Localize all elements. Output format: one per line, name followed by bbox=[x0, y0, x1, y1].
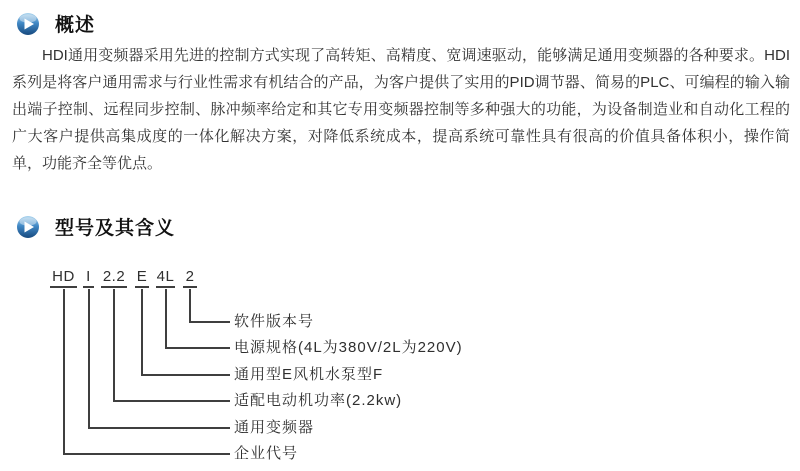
model-label-inverter-series: 通用变频器 bbox=[234, 419, 315, 436]
connector-vline-2 bbox=[189, 289, 191, 323]
model-label-power-spec: 电源规格(4L为380V/2L为220V) bbox=[234, 339, 463, 356]
connector-vline-22 bbox=[113, 289, 115, 402]
connector-hline-hd bbox=[63, 453, 230, 455]
overview-paragraph: HDI通用变频器采用先进的控制方式实现了高转矩、高精度、宽调速驱动，能够满足通用变频器的各种要求。HDI系列是将客户通用需求与行业性需求有机结合的产品，为客户提供了实用的PID调节器、简易的PLC、可编程的输入输出端子控制、远程同步控制、脉冲频率给定和其它专用变频器控制等多种强大的功能，为设备制造业和自动化工程的广大客户提供高集成度的一体化解决方案，对降低系统成本，提高系统可靠性具有很高的价值具备体积小，操作简单，功能齐全等优点。 bbox=[12, 47, 790, 172]
connector-vline-e bbox=[141, 289, 143, 376]
model-label-company-code: 企业代号 bbox=[234, 445, 299, 462]
connector-vline-hd bbox=[63, 289, 65, 455]
model-code-segment-hd: HD bbox=[50, 268, 77, 288]
connector-vline-i bbox=[88, 289, 90, 429]
model-code-segment-2: 2 bbox=[183, 268, 197, 288]
model-code-segment-4l: 4L bbox=[156, 268, 175, 288]
model-section-header bbox=[16, 213, 175, 240]
connector-vline-4l bbox=[165, 289, 167, 349]
play-circle-icon bbox=[16, 215, 40, 239]
connector-hline-4l bbox=[165, 347, 230, 349]
connector-hline-i bbox=[88, 427, 230, 429]
model-label-type: 通用型E风机水泵型F bbox=[234, 366, 384, 383]
model-code-segment-i: I bbox=[83, 268, 94, 288]
model-code-segment-e: E bbox=[135, 268, 149, 288]
connector-hline-22 bbox=[113, 400, 230, 402]
model-code-segment-22: 2.2 bbox=[101, 268, 127, 288]
overview-section-header bbox=[16, 10, 95, 37]
play-circle-icon bbox=[16, 12, 40, 36]
overview-heading: 概述 bbox=[55, 15, 96, 36]
model-label-motor-power: 适配电动机功率(2.2kw) bbox=[234, 392, 403, 409]
model-label-software-version: 软件版本号 bbox=[234, 313, 315, 330]
connector-hline-e bbox=[141, 374, 230, 376]
connector-hline-2 bbox=[189, 321, 230, 323]
model-heading: 型号及其含义 bbox=[55, 218, 176, 239]
